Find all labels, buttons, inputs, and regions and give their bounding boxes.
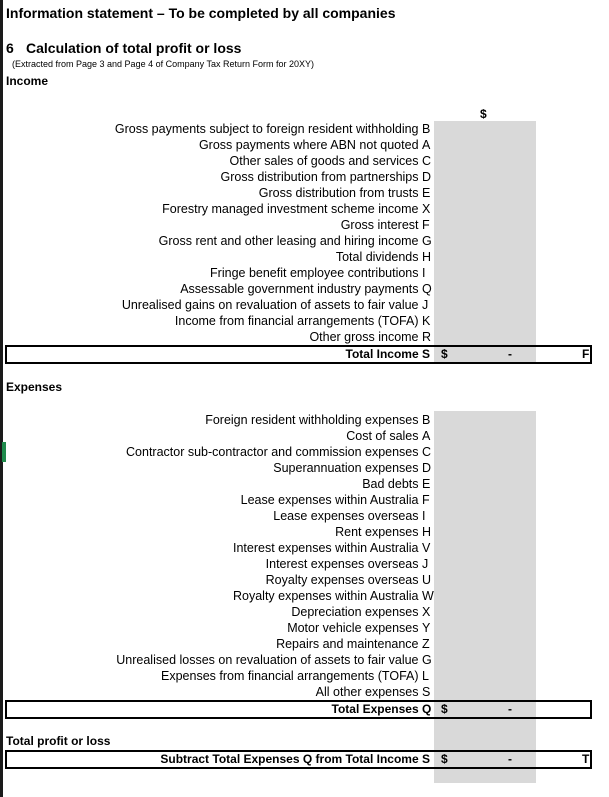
row-label: Forestry managed investment scheme income — [162, 202, 419, 216]
row-code: L — [422, 669, 429, 683]
row-code: B — [422, 122, 431, 136]
form-row — [0, 460, 432, 476]
form-row — [0, 329, 432, 345]
form-row — [0, 313, 432, 329]
row-code: I — [422, 266, 426, 280]
total-income-currency: $ — [441, 347, 448, 361]
value-cell[interactable] — [434, 572, 536, 588]
form-row — [0, 297, 432, 313]
row-code: U — [422, 573, 432, 587]
total-expenses-label — [0, 700, 432, 718]
form-row — [0, 524, 432, 540]
row-label: Other sales of goods and services — [229, 154, 419, 168]
section-title: Calculation of total profit or loss — [26, 40, 242, 56]
page-title: Information statement – To be completed by all companies — [6, 5, 396, 21]
form-row — [0, 153, 432, 169]
value-cell[interactable] — [434, 329, 536, 345]
value-cell[interactable] — [434, 185, 536, 201]
value-cell[interactable] — [434, 620, 536, 636]
row-code: W — [422, 589, 434, 603]
value-cell[interactable] — [434, 265, 536, 281]
row-label: Royalty expenses overseas — [265, 573, 419, 587]
row-label: Bad debts — [362, 477, 419, 491]
row-code: X — [422, 605, 431, 619]
row-label: Unrealised losses on revaluation of assets to fair value — [116, 653, 419, 667]
row-label: Gross rent and other leasing and hiring income — [158, 234, 419, 248]
section-note: (Extracted from Page 3 and Page 4 of Company Tax Return Form for 20XY) — [12, 59, 314, 69]
profit-end-code: T — [582, 752, 590, 766]
row-label: Income from financial arrangements (TOFA) — [174, 314, 419, 328]
row-code: G — [422, 653, 432, 667]
profit-currency: $ — [441, 752, 448, 766]
row-code: S — [422, 685, 431, 699]
row-label: Foreign resident withholding expenses — [205, 413, 419, 427]
form-row — [0, 201, 432, 217]
row-code: F — [422, 218, 430, 232]
value-cell[interactable] — [434, 428, 536, 444]
value-cell[interactable] — [434, 121, 536, 137]
total-income-end-code: F — [582, 347, 590, 361]
total-income-value[interactable]: - — [508, 347, 512, 361]
profit-heading: Total profit or loss — [6, 734, 111, 748]
row-code: R — [422, 330, 432, 344]
row-code: K — [422, 314, 431, 328]
value-cell[interactable] — [434, 281, 536, 297]
form-row — [0, 169, 432, 185]
total-income-label — [0, 345, 432, 363]
total-expenses-currency: $ — [441, 702, 448, 716]
form-row — [0, 588, 432, 604]
row-code: J — [422, 557, 429, 571]
expenses-heading: Expenses — [6, 380, 63, 394]
form-row — [0, 137, 432, 153]
form-row — [0, 492, 432, 508]
row-label: Gross distribution from partnerships — [220, 170, 419, 184]
form-row — [0, 249, 432, 265]
row-code: X — [422, 202, 431, 216]
row-label: Interest expenses within Australia — [232, 541, 419, 555]
value-cell[interactable] — [434, 169, 536, 185]
row-code: D — [422, 461, 432, 475]
value-cell[interactable] — [434, 492, 536, 508]
row-code: G — [422, 234, 432, 248]
row-code: V — [422, 541, 431, 555]
profit-code: S — [422, 752, 431, 766]
value-cell[interactable] — [434, 524, 536, 540]
value-cell[interactable] — [434, 137, 536, 153]
value-cell[interactable] — [434, 588, 536, 604]
row-code: Z — [422, 637, 430, 651]
row-code: H — [422, 250, 432, 264]
row-code: A — [422, 138, 431, 152]
row-code: E — [422, 477, 431, 491]
row-label: Royalty expenses within Australia — [233, 589, 419, 603]
section-heading — [6, 40, 241, 56]
form-row — [0, 444, 432, 460]
value-cell[interactable] — [434, 233, 536, 249]
form-row — [0, 540, 432, 556]
value-cell[interactable] — [434, 444, 536, 460]
value-cell[interactable] — [434, 508, 536, 524]
value-cell[interactable] — [434, 556, 536, 572]
row-label: Fringe benefit employee contributions — [210, 266, 419, 280]
row-code: D — [422, 170, 432, 184]
form-row — [0, 684, 432, 700]
form-row — [0, 185, 432, 201]
row-code: H — [422, 525, 432, 539]
value-cell[interactable] — [434, 297, 536, 313]
row-code: J — [422, 298, 429, 312]
row-code: Y — [422, 621, 431, 635]
form-row — [0, 217, 432, 233]
row-label: Assessable government industry payments — [180, 282, 419, 296]
value-cell[interactable] — [434, 249, 536, 265]
form-row — [0, 508, 432, 524]
row-label: Gross interest — [340, 218, 419, 232]
row-label: Lease expenses overseas — [273, 509, 419, 523]
row-label: Gross payments where ABN not quoted — [198, 138, 419, 152]
total-expenses-code: Q — [422, 702, 432, 716]
row-label: Lease expenses within Australia — [240, 493, 419, 507]
row-label: Gross payments subject to foreign resident withholding — [114, 122, 419, 136]
row-code: C — [422, 445, 432, 459]
form-row — [0, 572, 432, 588]
form-row — [0, 412, 432, 428]
form-row — [0, 121, 432, 137]
form-row — [0, 265, 432, 281]
row-code: A — [422, 429, 431, 443]
total-expenses-value[interactable]: - — [508, 702, 512, 716]
row-label: Cost of sales — [346, 429, 419, 443]
row-label: Interest expenses overseas — [265, 557, 419, 571]
row-code: Q — [422, 282, 432, 296]
row-code: C — [422, 154, 432, 168]
form-row — [0, 233, 432, 249]
value-cell[interactable] — [434, 217, 536, 233]
profit-text: Subtract Total Expenses Q from Total Income — [160, 752, 419, 766]
row-label: Motor vehicle expenses — [287, 621, 419, 635]
income-heading: Income — [6, 74, 49, 88]
value-cell[interactable] — [434, 668, 536, 684]
value-cell[interactable] — [434, 201, 536, 217]
row-label: Expenses from financial arrangements (TOFA) — [161, 669, 419, 683]
value-cell[interactable] — [434, 652, 536, 668]
form-row — [0, 476, 432, 492]
form-row — [0, 620, 432, 636]
form-row — [0, 636, 432, 652]
section-number: 6 — [6, 40, 14, 56]
value-cell[interactable] — [434, 540, 536, 556]
row-label: Other gross income — [309, 330, 419, 344]
value-cell[interactable] — [434, 153, 536, 169]
row-label: Repairs and maintenance — [276, 637, 419, 651]
form-row — [0, 604, 432, 620]
row-code: F — [422, 493, 430, 507]
value-cell[interactable] — [434, 684, 536, 700]
form-row — [0, 668, 432, 684]
row-label: Rent expenses — [335, 525, 419, 539]
row-label: All other expenses — [315, 685, 419, 699]
row-label: Total dividends — [335, 250, 419, 264]
row-code: I — [422, 509, 426, 523]
row-label: Depreciation expenses — [291, 605, 419, 619]
profit-label — [0, 750, 432, 768]
form-row — [0, 652, 432, 668]
value-cell[interactable] — [434, 636, 536, 652]
row-label: Superannuation expenses — [273, 461, 419, 475]
profit-value[interactable]: - — [508, 752, 512, 766]
row-label: Contractor sub-contractor and commission expenses — [126, 445, 419, 459]
currency-column-header: $ — [480, 107, 487, 121]
value-cell[interactable] — [434, 412, 536, 428]
form-row — [0, 428, 432, 444]
value-cell[interactable] — [434, 460, 536, 476]
total-expenses-text: Total Expenses — [331, 702, 419, 716]
row-label: Gross distribution from trusts — [258, 186, 419, 200]
value-cell[interactable] — [434, 476, 536, 492]
value-cell[interactable] — [434, 604, 536, 620]
total-income-text: Total Income — [345, 347, 419, 361]
row-label: Unrealised gains on revaluation of assets to fair value — [121, 298, 419, 312]
row-code: B — [422, 413, 431, 427]
row-code: E — [422, 186, 431, 200]
form-row — [0, 556, 432, 572]
value-cell[interactable] — [434, 313, 536, 329]
total-income-code: S — [422, 347, 431, 361]
form-row — [0, 281, 432, 297]
